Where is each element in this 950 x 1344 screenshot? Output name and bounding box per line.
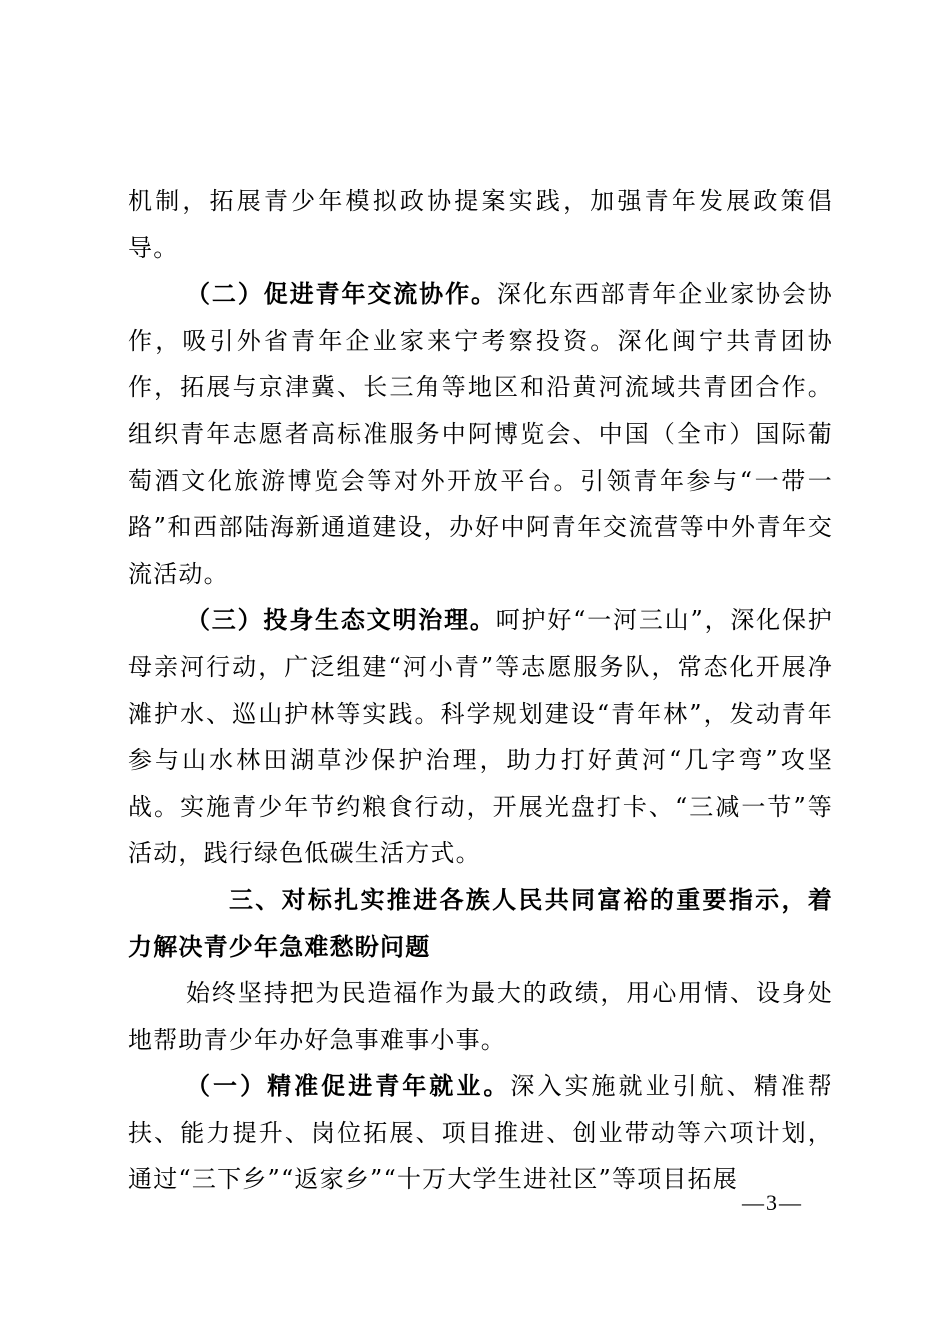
page-number: —3—: [742, 1190, 803, 1215]
section-heading: 三、对标扎实推进各族人民共同富裕的重要指示，着力解决青少年急难愁盼问题: [128, 885, 833, 961]
paragraph-text: 深化东西部青年企业家协会协作，吸引外省青年企业家来宁考察投资。深化闽宁共青团协作，拓展与京津冀、长三角等地区和沿黄河流域共青团合作。组织青年志愿者高标准服务中阿博览会、中国（全市）国际葡萄酒文化旅游博览会等对外开放平台。引领青年参与“一带一路”和西部陆海新通道建设，办好中阿青年交流营等中外青年交流活动。: [128, 280, 833, 588]
subheading-youth-exchange: （二）促进青年交流协作。: [186, 279, 497, 309]
paragraph-text: 机制，拓展青少年模拟政协提案实践，加强青年发展政策倡导。: [128, 187, 833, 262]
paragraph-intro: 始终坚持把为民造福作为最大的政绩，用心用情、设身处地帮助青少年办好急事难事小事。: [128, 979, 833, 1054]
paragraph-continuation: [128, 178, 833, 271]
subheading-ecology: （三）投身生态文明治理。: [186, 605, 496, 635]
paragraph-text: 呵护好“一河三山”，深化保护母亲河行动，广泛组建“河小青”等志愿服务队，常态化开展净滩护水、巡山护林等实践。科学规划建设“青年林”，发动青年参与山水林田湖草沙保护治理，助力打好黄河“几字弯”攻坚战。实施青少年节约粮食行动，开展光盘打卡、“三减一节”等活动，践行绿色低碳生活方式。: [128, 606, 834, 868]
paragraph-text: 深入实施就业引航、精准帮扶、能力提升、岗位拓展、项目推进、创业带动等六项计划，通过“三下乡”“返家乡”“十万大学生进社区”等项目拓展: [128, 1072, 833, 1194]
subheading-employment: （一）精准促进青年就业。: [186, 1071, 511, 1101]
document-body: [128, 178, 833, 1203]
paragraph-employment: [128, 1063, 833, 1203]
paragraph-ecology: [128, 597, 833, 877]
paragraph-youth-exchange: [128, 271, 833, 597]
